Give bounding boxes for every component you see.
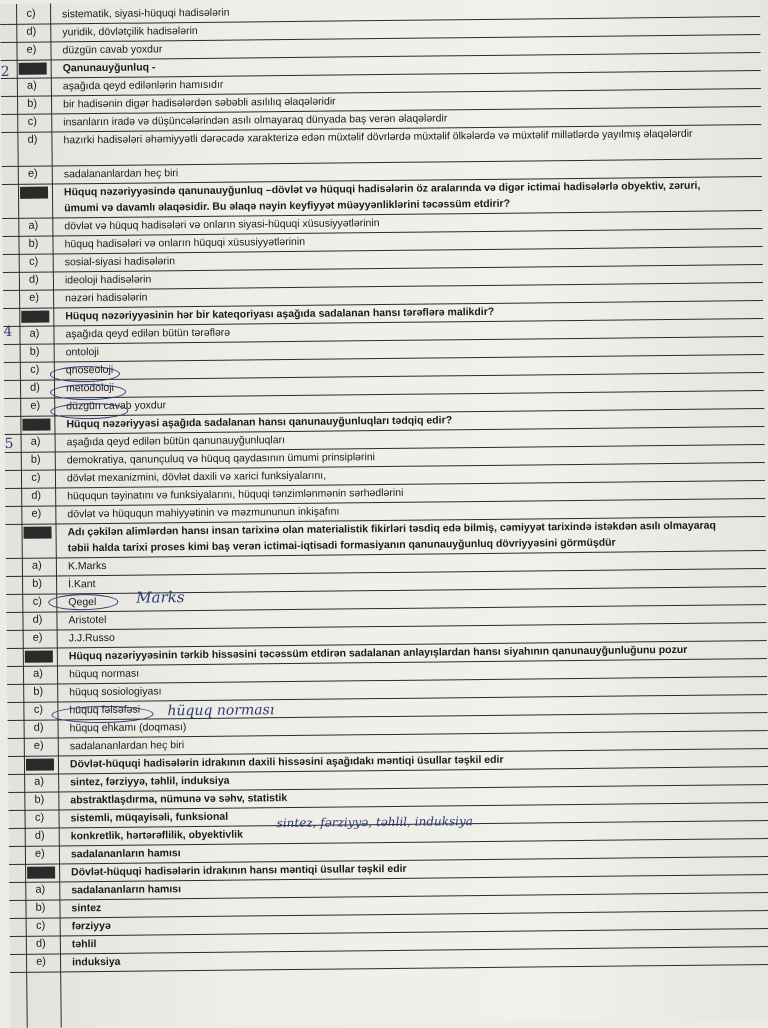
answer-letter: e) <box>36 955 47 968</box>
answer-text: insanların iradə və düşüncələrindən asılı olmayaraq dünyada baş verən əlaqələrdir <box>63 112 448 129</box>
answer-letter: a) <box>33 667 43 680</box>
answer-text: düzgün cavab yoxdur <box>62 43 163 57</box>
answer-letter: c) <box>33 703 44 716</box>
answer-letter: a) <box>34 775 45 788</box>
answer-letter: e) <box>27 167 38 180</box>
answer-text: Qegel <box>68 596 97 609</box>
answer-text: sosial-siyasi hadisələrin <box>64 255 176 269</box>
answer-text: sadalananlardan heç biri <box>69 739 185 753</box>
answer-letter: b) <box>34 793 45 806</box>
margin-number: 5 <box>4 435 14 452</box>
question-number-box <box>27 866 55 878</box>
answer-text: hazırki hadisələri əhəmiyyətli dərəcədə xarakterizə edən müxtəlif dövrlərdə müxtəlif ölkələrdə və müxtəlif millətlərdə yayılmış əlaqələrdir <box>63 127 693 147</box>
answer-letter: c) <box>27 115 37 128</box>
question-text: Dövlət-hüquqi hadisələrin idrakının daxili hissəsini aşağıdakı məntiqi üsullar təşkil edir <box>69 753 504 771</box>
answer-letter: d) <box>34 829 45 842</box>
answer-letter: b) <box>35 901 46 914</box>
question-text: Qanunauyğunluq - <box>62 61 156 75</box>
answer-text: demokratiya, qanunçuluq və hüquq qaydasının ümumi prinsiplərini <box>66 451 376 467</box>
answer-letter: a) <box>29 327 40 340</box>
answer-text: hüququn təyinatını və funksiyalarını, hüquqi tənzimlənmənin sərhədlərini <box>67 486 404 503</box>
answer-letter: d) <box>33 721 44 734</box>
question-text: Hüquq nəzəriyyəsinin tərkib hissəsini təcəssüm etdirən sadalanan anlayışlardan hansı siyahının qanunauyğunluğunu pozur <box>68 643 688 663</box>
answer-text: aşağıda qeyd edilənlərin hamısıdır <box>62 78 224 93</box>
answer-letter: c) <box>26 7 36 20</box>
answer-text: sadalananlardan heç biri <box>63 167 179 181</box>
answer-letter: d) <box>27 133 38 146</box>
answer-text: abstraktlaşdırma, nümunə və səhv, statistik <box>70 792 288 807</box>
answer-text: dövlət və hüququn mahiyyətinin və məzmununun inkişafını <box>67 505 340 521</box>
answer-text: hüquq norması <box>68 667 140 681</box>
answer-text: dövlət mexanizmini, dövlət daxili və xarici funksiyalarını, <box>66 469 327 485</box>
answer-letter: b) <box>30 453 41 466</box>
answer-letter: c) <box>36 919 46 932</box>
answer-letter: c) <box>34 811 45 824</box>
answer-text: ontoloji <box>65 346 100 359</box>
question-number-box <box>22 419 50 431</box>
answer-text: sistematik, siyasi-hüquqi hadisələrin <box>62 6 230 21</box>
answer-text: sintez <box>71 902 102 915</box>
question-text: Hüquq nəzəriyyəsində qanunauyğunluq –dövlət və hüquqi hadisələrin öz aralarında və digər ictimai hadisələrlə obyektiv, zəruri, ümumi və davamlı əlaqəsidir. Bu əlaqə nəyin keyfiyyət müəyyənliklərini təcəssüm etdirir? <box>63 179 701 215</box>
handwritten-note-list: sintez, fərziyyə, təhlil, induksiya <box>276 814 473 831</box>
answer-letter: c) <box>30 363 40 376</box>
handwritten-note-norma: hüquq norması <box>167 702 275 720</box>
answer-text: sintez, fərziyyə, təhlil, induksiya <box>70 774 230 789</box>
handwritten-note-marks: Marks <box>136 588 185 607</box>
answer-letter: d) <box>31 489 42 502</box>
question-number-box <box>25 651 53 663</box>
answer-letter: c) <box>29 255 39 268</box>
answer-letter: e) <box>31 507 42 520</box>
answer-letter: c) <box>31 471 41 484</box>
answer-letter: e) <box>29 291 40 304</box>
answer-text: sadalananların hamısı <box>71 883 182 897</box>
answer-text: K.Marks <box>67 559 107 573</box>
question-number-box <box>20 187 48 199</box>
answer-text: hüquq fəlsəfəsi <box>69 703 141 717</box>
answer-text: qnoseoloji <box>65 363 114 377</box>
answer-text: konkretlik, hərtərəflilik, obyektivlik <box>70 828 243 843</box>
answer-letter: e) <box>32 631 43 644</box>
answer-letter: e) <box>34 847 45 860</box>
answer-text: Aristotel <box>68 613 107 627</box>
answer-letter: d) <box>28 273 39 286</box>
answer-text: aşağıda qeyd edilən bütün qanunauyğunluqları <box>66 434 286 449</box>
question-text: Hüquq nəzəriyyəsi aşağıda sadalanan hansı qanunauyğunluqları tədqiq edir? <box>66 414 453 431</box>
answer-letter: b) <box>29 345 40 358</box>
answer-text: J.J.Russo <box>68 631 115 645</box>
answer-text: fərziyyə <box>71 919 111 933</box>
answer-text: sadalananların hamısı <box>70 847 181 861</box>
answer-text: yuridik, dövlətçilik hadisələrin <box>62 24 198 39</box>
answer-letter: e) <box>33 739 44 752</box>
answer-letter: d) <box>30 381 40 394</box>
answer-letter: d) <box>26 25 37 38</box>
answer-letter: a) <box>35 883 46 896</box>
answer-text: sistemli, müqayisəli, funksional <box>70 810 229 825</box>
answer-text: düzgün cavab yoxdur <box>66 399 167 413</box>
answer-letter: b) <box>32 577 43 590</box>
margin-number: 4 <box>3 323 13 341</box>
answer-letter: d) <box>32 613 43 626</box>
answer-text: təhlil <box>71 938 97 951</box>
answer-letter: a) <box>31 559 42 572</box>
answer-text: hüquq ehkamı (doqması) <box>69 721 187 735</box>
answer-text: ideoloji hadisələrin <box>64 273 152 287</box>
question-text: Dövlət-hüquqi hadisələrin idrakının hansı məntiqi üsullar təşkil edir <box>71 862 407 879</box>
answer-letter: a) <box>30 435 41 448</box>
answer-text: hüquq sosiologiyası <box>69 685 162 699</box>
answer-letter: e) <box>30 399 41 412</box>
answer-letter: d) <box>35 937 46 950</box>
answer-letter: a) <box>26 79 37 92</box>
answer-letter: e) <box>26 43 37 56</box>
answer-text: bir hadisənin digər hadisələrdən səbəbli asılılıq əlaqələridir <box>63 95 336 111</box>
answer-letter: b) <box>27 97 38 110</box>
answer-text: aşağıda qeyd edilən bütün tərəflərə <box>65 326 231 341</box>
answer-text: İ.Kant <box>68 578 96 591</box>
answer-letter: b) <box>33 685 44 698</box>
question-number-box <box>21 311 49 323</box>
answer-text: induksiya <box>71 955 121 969</box>
answer-letter: c) <box>32 595 42 608</box>
question-number-box <box>26 758 54 770</box>
question-number-box <box>19 63 47 75</box>
margin-number: 2 <box>0 63 10 81</box>
answer-text: metodoloji <box>65 381 114 395</box>
answer-letter: b) <box>28 237 39 250</box>
answer-text: dövlət və hüquq hadisələri və onların siyasi-hüquqi xüsusiyyətlərinin <box>64 217 380 233</box>
answer-text: hüquq hadisələri və onların hüquqi xüsusiyyətlərinin <box>64 235 306 251</box>
question-text: Hüquq nəzəriyyəsinin hər bir kateqoriyası aşağıda sadalanan hansı tərəflərə malikdir? <box>65 305 495 323</box>
answer-letter: a) <box>28 219 39 232</box>
question-text: Adı çəkilən alimlərdən hansı insan tarixinə olan materialistik fikirləri təsdiq edə bilmiş, cəmiyyət tarixində istəkdən asılı olmayaraq təbii halda tarixi proses kimi baş verən ictimai-iqtisadi formasiyanın qanunauyğunluq dövriyyəsini görmüşdür <box>67 519 716 555</box>
question-number-box <box>23 527 51 539</box>
answer-text: nəzəri hadisələrin <box>65 291 148 305</box>
